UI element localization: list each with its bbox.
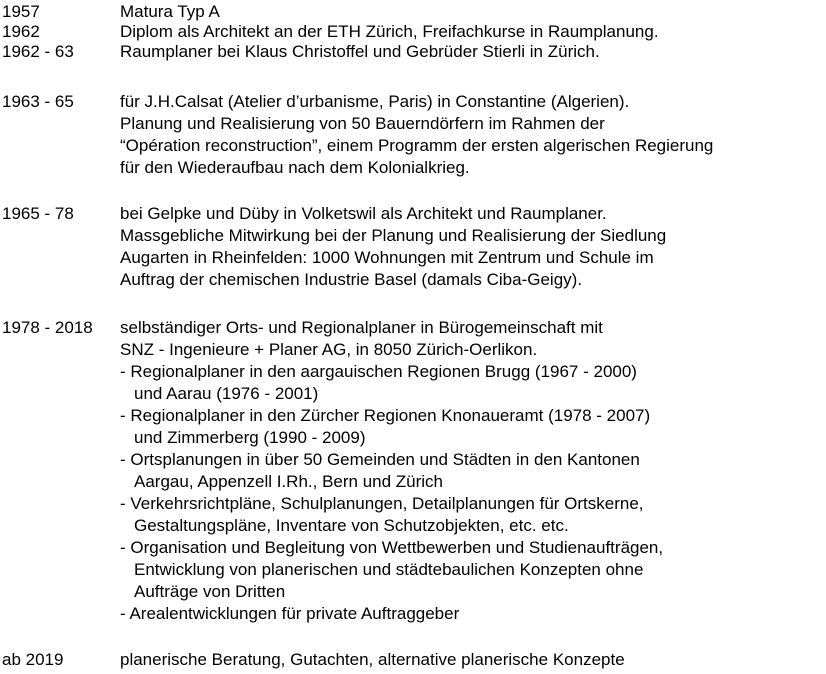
bullet-item-continuation bbox=[0, 472, 826, 492]
entry-1963-65-line bbox=[0, 114, 826, 134]
bullet-item bbox=[0, 494, 826, 514]
entry-1965-78 bbox=[0, 204, 826, 224]
entry-line: selbständiger Orts- und Regionalplaner in Bürogemeinschaft mit bbox=[120, 318, 603, 337]
entry-1978-2018 bbox=[0, 318, 826, 338]
entry-line: planerische Beratung, Gutachten, alternative planerische Konzepte bbox=[120, 650, 625, 669]
bullet-item bbox=[0, 604, 826, 624]
entry-line: Massgebliche Mitwirkung bei der Planung und Realisierung der Siedlung bbox=[120, 226, 667, 245]
entry-line: bei Gelpke und Düby in Volketswil als Architekt und Raumplaner. bbox=[120, 204, 607, 223]
entry-line: Auftrag der chemischen Industrie Basel (damals Ciba-Geigy). bbox=[120, 270, 583, 289]
entry-line: Augarten in Rheinfelden: 1000 Wohnungen mit Zentrum und Schule im bbox=[120, 248, 654, 267]
entry-line: Planung und Realisierung von 50 Bauerndörfern im Rahmen der bbox=[120, 114, 605, 133]
entry-year: 1963 - 65 bbox=[2, 92, 74, 111]
entry-1965-78-line bbox=[0, 248, 826, 268]
entry-1965-78-line bbox=[0, 226, 826, 246]
entry-1963-65-line bbox=[0, 158, 826, 178]
entry-year: 1957 bbox=[2, 2, 40, 21]
bullet-item-continuation bbox=[0, 384, 826, 404]
entry-line: - Regionalplaner in den aargauischen Regionen Brugg (1967 - 2000) bbox=[120, 362, 637, 381]
entry-line: Aufträge von Dritten bbox=[134, 582, 286, 601]
bullet-item-continuation bbox=[0, 516, 826, 536]
entry-line: Raumplaner bei Klaus Christoffel und Gebrüder Stierli in Zürich. bbox=[120, 42, 600, 61]
bullet-item-continuation bbox=[0, 560, 826, 580]
entry-line: und Zimmerberg (1990 - 2009) bbox=[134, 428, 366, 447]
bullet-item bbox=[0, 406, 826, 426]
entry-year: 1965 - 78 bbox=[2, 204, 74, 223]
entry-line: Entwicklung von planerischen und städtebaulichen Konzepten ohne bbox=[134, 560, 644, 579]
entry-line: - Verkehrsrichtpläne, Schulplanungen, Detailplanungen für Ortskerne, bbox=[120, 494, 644, 513]
entry-line: für den Wiederaufbau nach dem Kolonialkrieg. bbox=[120, 158, 470, 177]
entry-line: “Opération reconstruction”, einem Programm der ersten algerischen Regierung bbox=[120, 136, 714, 155]
entry-year: 1962 bbox=[2, 22, 40, 41]
bullet-item bbox=[0, 450, 826, 470]
entry-1963-65 bbox=[0, 92, 826, 112]
entry-year: 1978 - 2018 bbox=[2, 318, 93, 337]
entry-1978-2018-line bbox=[0, 340, 826, 360]
entry-line: für J.H.Calsat (Atelier d’urbanisme, Paris) in Constantine (Algerien). bbox=[120, 92, 630, 111]
entry-ab-2019 bbox=[0, 650, 826, 670]
entry-line: und Aarau (1976 - 2001) bbox=[134, 384, 319, 403]
entry-line: - Ortsplanungen in über 50 Gemeinden und Städten in den Kantonen bbox=[120, 450, 640, 469]
entry-1957 bbox=[0, 2, 826, 22]
bullet-item-continuation bbox=[0, 582, 826, 602]
entry-line: Aargau, Appenzell I.Rh., Bern und Zürich bbox=[134, 472, 444, 491]
entry-line: - Arealentwicklungen für private Auftraggeber bbox=[120, 604, 460, 623]
entry-1963-65-line bbox=[0, 136, 826, 156]
entry-1962 bbox=[0, 22, 826, 42]
entry-year: ab 2019 bbox=[2, 650, 64, 669]
bullet-item bbox=[0, 362, 826, 382]
entry-line: Matura Typ A bbox=[120, 2, 220, 21]
entry-year: 1962 - 63 bbox=[2, 42, 74, 61]
entry-line: SNZ - Ingenieure + Planer AG, in 8050 Zürich-Oerlikon. bbox=[120, 340, 538, 359]
entry-line: - Regionalplaner in den Zürcher Regionen Knonaueramt (1978 - 2007) bbox=[120, 406, 651, 425]
entry-line: - Organisation und Begleitung von Wettbewerben und Studienaufträgen, bbox=[120, 538, 664, 557]
entry-line: Gestaltungspläne, Inventare von Schutzobjekten, etc. etc. bbox=[134, 516, 569, 535]
entry-1962-63 bbox=[0, 42, 826, 62]
entry-line: Diplom als Architekt an der ETH Zürich, Freifachkurse in Raumplanung. bbox=[120, 22, 659, 41]
entry-1965-78-line bbox=[0, 270, 826, 290]
bullet-item bbox=[0, 538, 826, 558]
bullet-item-continuation bbox=[0, 428, 826, 448]
